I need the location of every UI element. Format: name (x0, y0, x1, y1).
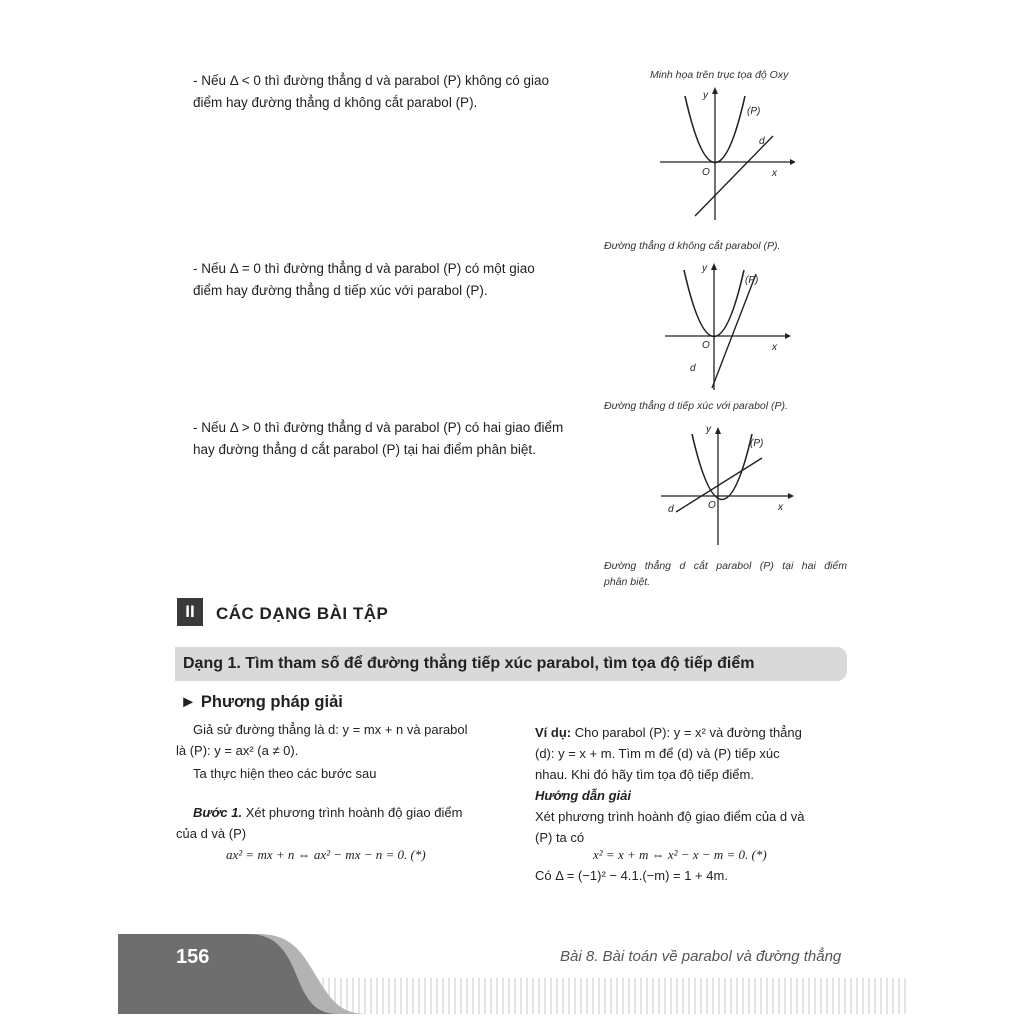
method-heading: ► Phương pháp giải (180, 693, 343, 711)
label-o: O (708, 500, 716, 511)
case-2-line-2: điểm hay đường thẳng d tiếp xúc với parabol (P). (193, 283, 488, 298)
graph-two-intersections (656, 420, 796, 550)
case-3-line-2: hay đường thẳng d cắt parabol (P) tại hai điểm phân biệt. (193, 442, 536, 457)
case-2-line-1: - Nếu Δ = 0 thì đường thẳng d và parabol (P) có một giao (193, 261, 535, 276)
step-1-text: Xét phương trình hoành độ giao điểm (242, 805, 463, 820)
example-line-1 (535, 722, 847, 743)
label-o: O (702, 167, 710, 178)
step-1-label: Bước 1. (193, 805, 243, 820)
label-x: x (772, 168, 777, 179)
parabola (692, 434, 752, 500)
step-1 (176, 802, 502, 823)
example-label: Ví dụ: (535, 725, 572, 740)
example-text-1: Cho parabol (P): y = x² và đường thẳng (571, 725, 802, 740)
section-number-badge: II (177, 598, 203, 626)
caption-3 (604, 558, 847, 590)
case-3-text (193, 417, 573, 461)
footer-stripes (318, 978, 908, 1014)
case-3-line-1: - Nếu Δ > 0 thì đường thẳng d và parabol (P) có hai giao điểm (193, 420, 564, 435)
case-2-text (193, 258, 573, 302)
method-line-3: Ta thực hiện theo các bước sau (193, 766, 377, 781)
example-line-2: (d): y = x + m. Tìm m để (d) và (P) tiếp xúc (535, 746, 780, 761)
label-d: d (668, 504, 674, 515)
label-p: (P) (745, 275, 759, 286)
method-column (176, 719, 502, 865)
example-column (535, 722, 847, 886)
method-equation: ax² = mx + n ⇔ ax² − mx − n = 0. (*) (226, 847, 426, 862)
case-1-line-2: điểm hay đường thẳng d không cắt parabol (P). (193, 95, 478, 110)
label-d: d (690, 363, 696, 374)
label-d: d (759, 136, 765, 147)
label-x: x (778, 502, 783, 513)
caption-3-line-1: Đường thẳng d cắt parabol (P) tại hai điểm (604, 560, 847, 572)
x-axis-arrow (785, 333, 791, 339)
method-line-1: Giả sử đường thẳng là d: y = mx + n và parabol (193, 722, 468, 737)
y-axis-arrow (711, 263, 717, 270)
dang-1-title: Dạng 1. Tìm tham số để đường thẳng tiếp xúc parabol, tìm tọa độ tiếp điểm (183, 655, 755, 672)
label-y: y (703, 90, 708, 101)
footer-band (118, 934, 1024, 1014)
dang-1-header (175, 647, 847, 681)
label-o: O (702, 340, 710, 351)
label-x: x (772, 342, 777, 353)
example-line-6: Có Δ = (−1)² − 4.1.(−m) = 1 + 4m. (535, 868, 728, 883)
case-1-line-1: - Nếu Δ < 0 thì đường thẳng d và parabol (P) không có giao (193, 73, 550, 88)
method-line-2: là (P): y = ax² (a ≠ 0). (176, 743, 299, 758)
step-1-line-2: của d và (P) (176, 826, 247, 841)
chapter-title: Bài 8. Bài toán về parabol và đường thẳng (560, 948, 842, 965)
x-axis-arrow (788, 493, 794, 499)
line-d (676, 458, 762, 512)
page-number: 156 (176, 946, 210, 968)
guide-heading: Hướng dẫn giải (535, 788, 632, 803)
x-axis-arrow (790, 159, 795, 165)
example-equation: x² = x + m ⇔ x² − x − m = 0. (*) (593, 847, 767, 862)
label-p: (P) (750, 438, 764, 449)
label-y: y (702, 263, 707, 274)
label-p: (P) (747, 106, 761, 117)
caption-1: Đường thẳng d không cắt parabol (P). (604, 240, 781, 252)
graph-no-intersection (655, 84, 795, 224)
graph-tangent (660, 258, 795, 393)
caption-3-line-2: phân biệt. (604, 576, 651, 588)
case-1-text (193, 70, 573, 114)
example-line-3: nhau. Khi đó hãy tìm tọa độ tiếp điểm. (535, 767, 754, 782)
line-d (712, 274, 759, 388)
y-axis-arrow (715, 427, 721, 434)
graph-title: Minh họa trên trục tọa độ Oxy (650, 69, 789, 81)
caption-2: Đường thẳng d tiếp xúc với parabol (P). (604, 400, 788, 412)
example-line-4: Xét phương trình hoành độ giao điểm của d và (535, 809, 805, 824)
y-axis-arrow (712, 87, 718, 94)
label-y: y (706, 424, 711, 435)
example-line-5: (P) ta có (535, 830, 585, 845)
section-title: CÁC DẠNG BÀI TẬP (216, 604, 389, 623)
